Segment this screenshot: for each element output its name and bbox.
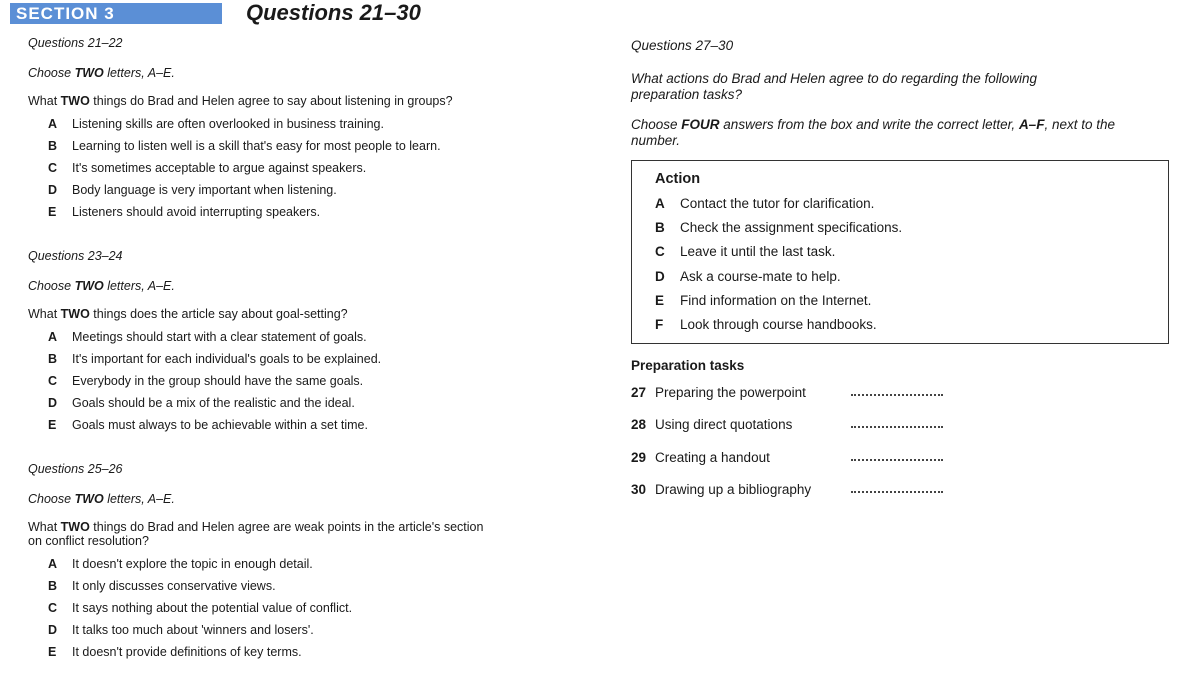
option-letter: E (48, 418, 57, 432)
option-letter: B (48, 139, 58, 153)
action-title: Action (655, 171, 701, 187)
question-prefix: What (28, 520, 61, 534)
option-text: Listeners should avoid interrupting speakers. (72, 205, 321, 219)
question-suffix: things do Brad and Helen agree are weak points in the article's section on conflict resolution? (28, 520, 484, 548)
option-letter: D (48, 623, 58, 637)
option-text: Learning to listen well is a skill that's easy for most people to learn. (72, 139, 441, 153)
action-box (631, 160, 1169, 344)
question-bold: TWO (60, 520, 90, 534)
option-letter: C (48, 161, 58, 175)
question-suffix: things does the article say about goal-setting? (89, 307, 348, 321)
option-e (28, 201, 588, 223)
question-prefix: What (28, 94, 61, 108)
question-prefix: What (28, 307, 61, 321)
task-text: Preparing the powerpoint (655, 384, 806, 400)
instruction-bold-letters: A–F (1018, 117, 1045, 132)
option-c (28, 370, 588, 392)
action-text: Check the assignment specifications. (680, 219, 903, 235)
option-text: Everybody in the group should have the same goals. (72, 374, 364, 388)
instruction-suffix: letters, A–E. (103, 66, 175, 80)
option-e (28, 641, 588, 663)
option-d (28, 179, 588, 201)
instruction-suffix-2: , next to the number. (631, 117, 1115, 148)
action-text: Contact the tutor for clarification. (680, 195, 875, 211)
instruction-suffix: answers from the box and write the correct letter, (719, 117, 1019, 132)
instruction-prefix: Choose (28, 492, 75, 506)
option-letter: E (48, 645, 57, 659)
action-letter: D (655, 268, 665, 284)
option-letter: D (48, 396, 58, 410)
task-number: 28 (631, 417, 647, 433)
instruction-bold: TWO (74, 66, 104, 80)
instruction (28, 279, 588, 293)
question-group-21-22 (28, 36, 588, 223)
question-bold: TWO (60, 307, 90, 321)
prep-task-28 (631, 417, 1171, 450)
option-e (28, 414, 588, 436)
option-a (28, 113, 588, 135)
action-text: Leave it until the last task. (680, 244, 836, 260)
option-b (28, 135, 588, 157)
option-letter: A (48, 117, 58, 131)
option-text: Meetings should start with a clear statement of goals. (72, 330, 367, 344)
instruction (28, 66, 588, 80)
option-b (28, 348, 588, 370)
option-letter: A (48, 330, 58, 344)
question-range: Questions 25–26 (28, 462, 123, 476)
instruction (631, 117, 1131, 149)
question-suffix: things do Brad and Helen agree to say about listening in groups? (89, 94, 453, 108)
task-number: 29 (631, 449, 647, 465)
action-text: Ask a course-mate to help. (680, 268, 841, 284)
prep-task-29 (631, 450, 1171, 483)
task-text: Creating a handout (655, 449, 770, 465)
page-title: Questions 21–30 (246, 0, 421, 25)
instruction-suffix: letters, A–E. (103, 492, 175, 506)
option-letter: A (48, 557, 58, 571)
option-letter: C (48, 601, 58, 615)
action-letter: B (655, 219, 665, 235)
option-letter: B (48, 579, 58, 593)
option-d (28, 392, 588, 414)
task-number: 30 (631, 482, 647, 498)
answer-blank[interactable] (851, 426, 943, 428)
instruction (28, 492, 588, 506)
preparation-tasks-title: Preparation tasks (631, 357, 745, 373)
task-text: Using direct quotations (655, 417, 793, 433)
question-group-23-24 (28, 249, 588, 436)
option-d (28, 619, 588, 641)
action-text: Find information on the Internet. (680, 292, 872, 308)
question-text: What actions do Brad and Helen agree to do regarding the following preparation tasks? (631, 71, 1038, 102)
task-text: Drawing up a bibliography (655, 482, 812, 498)
instruction-bold: TWO (74, 492, 104, 506)
option-text: Body language is very important when listening. (72, 183, 337, 197)
instruction-prefix: Choose (631, 117, 682, 132)
question-text (28, 307, 588, 321)
option-text: It says nothing about the potential value of conflict. (72, 601, 353, 615)
question-range: Questions 23–24 (28, 249, 123, 263)
answer-blank[interactable] (851, 394, 943, 396)
option-text: It only discusses conservative views. (72, 579, 276, 593)
prep-task-30 (631, 482, 1171, 515)
action-item-d (655, 264, 1168, 288)
prep-task-27 (631, 385, 1171, 418)
action-item-f (655, 312, 1168, 336)
action-letter: E (655, 292, 665, 308)
action-letter: C (655, 244, 665, 260)
option-c (28, 597, 588, 619)
option-b (28, 575, 588, 597)
action-item-b (655, 215, 1168, 239)
question-bold: TWO (60, 94, 90, 108)
answer-blank[interactable] (851, 459, 943, 461)
option-text: Listening skills are often overlooked in business training. (72, 117, 384, 131)
option-letter: D (48, 183, 58, 197)
option-text: It doesn't provide definitions of key terms. (72, 645, 302, 659)
question-group-25-26 (28, 462, 588, 663)
option-text: It's sometimes acceptable to argue against speakers. (72, 161, 367, 175)
action-text: Look through course handbooks. (680, 317, 877, 333)
section-badge: SECTION 3 (10, 3, 222, 24)
action-item-c (655, 240, 1168, 264)
option-text: It's important for each individual's goals to be explained. (72, 352, 382, 366)
action-item-a (655, 191, 1168, 215)
option-letter: E (48, 205, 57, 219)
instruction-suffix: letters, A–E. (103, 279, 175, 293)
option-text: Goals must always to be achievable within a set time. (72, 418, 368, 432)
option-letter: B (48, 352, 58, 366)
option-a (28, 553, 588, 575)
action-letter: A (655, 195, 665, 211)
instruction-bold: FOUR (681, 117, 720, 132)
option-c (28, 157, 588, 179)
option-text: It doesn't explore the topic in enough detail. (72, 557, 313, 571)
answer-blank[interactable] (851, 491, 943, 493)
instruction-prefix: Choose (28, 279, 75, 293)
instruction-prefix: Choose (28, 66, 75, 80)
left-column (28, 36, 588, 689)
action-item-e (655, 288, 1168, 312)
instruction-bold: TWO (74, 279, 104, 293)
option-text: It talks too much about 'winners and losers'. (72, 623, 314, 637)
right-column (631, 38, 1171, 515)
task-number: 27 (631, 384, 647, 400)
option-a (28, 326, 588, 348)
option-text: Goals should be a mix of the realistic and the ideal. (72, 396, 355, 410)
question-range: Questions 21–22 (28, 36, 123, 50)
question-range: Questions 27–30 (631, 38, 734, 53)
action-letter: F (655, 317, 664, 333)
option-letter: C (48, 374, 58, 388)
question-text (28, 520, 488, 548)
question-text (28, 94, 588, 108)
